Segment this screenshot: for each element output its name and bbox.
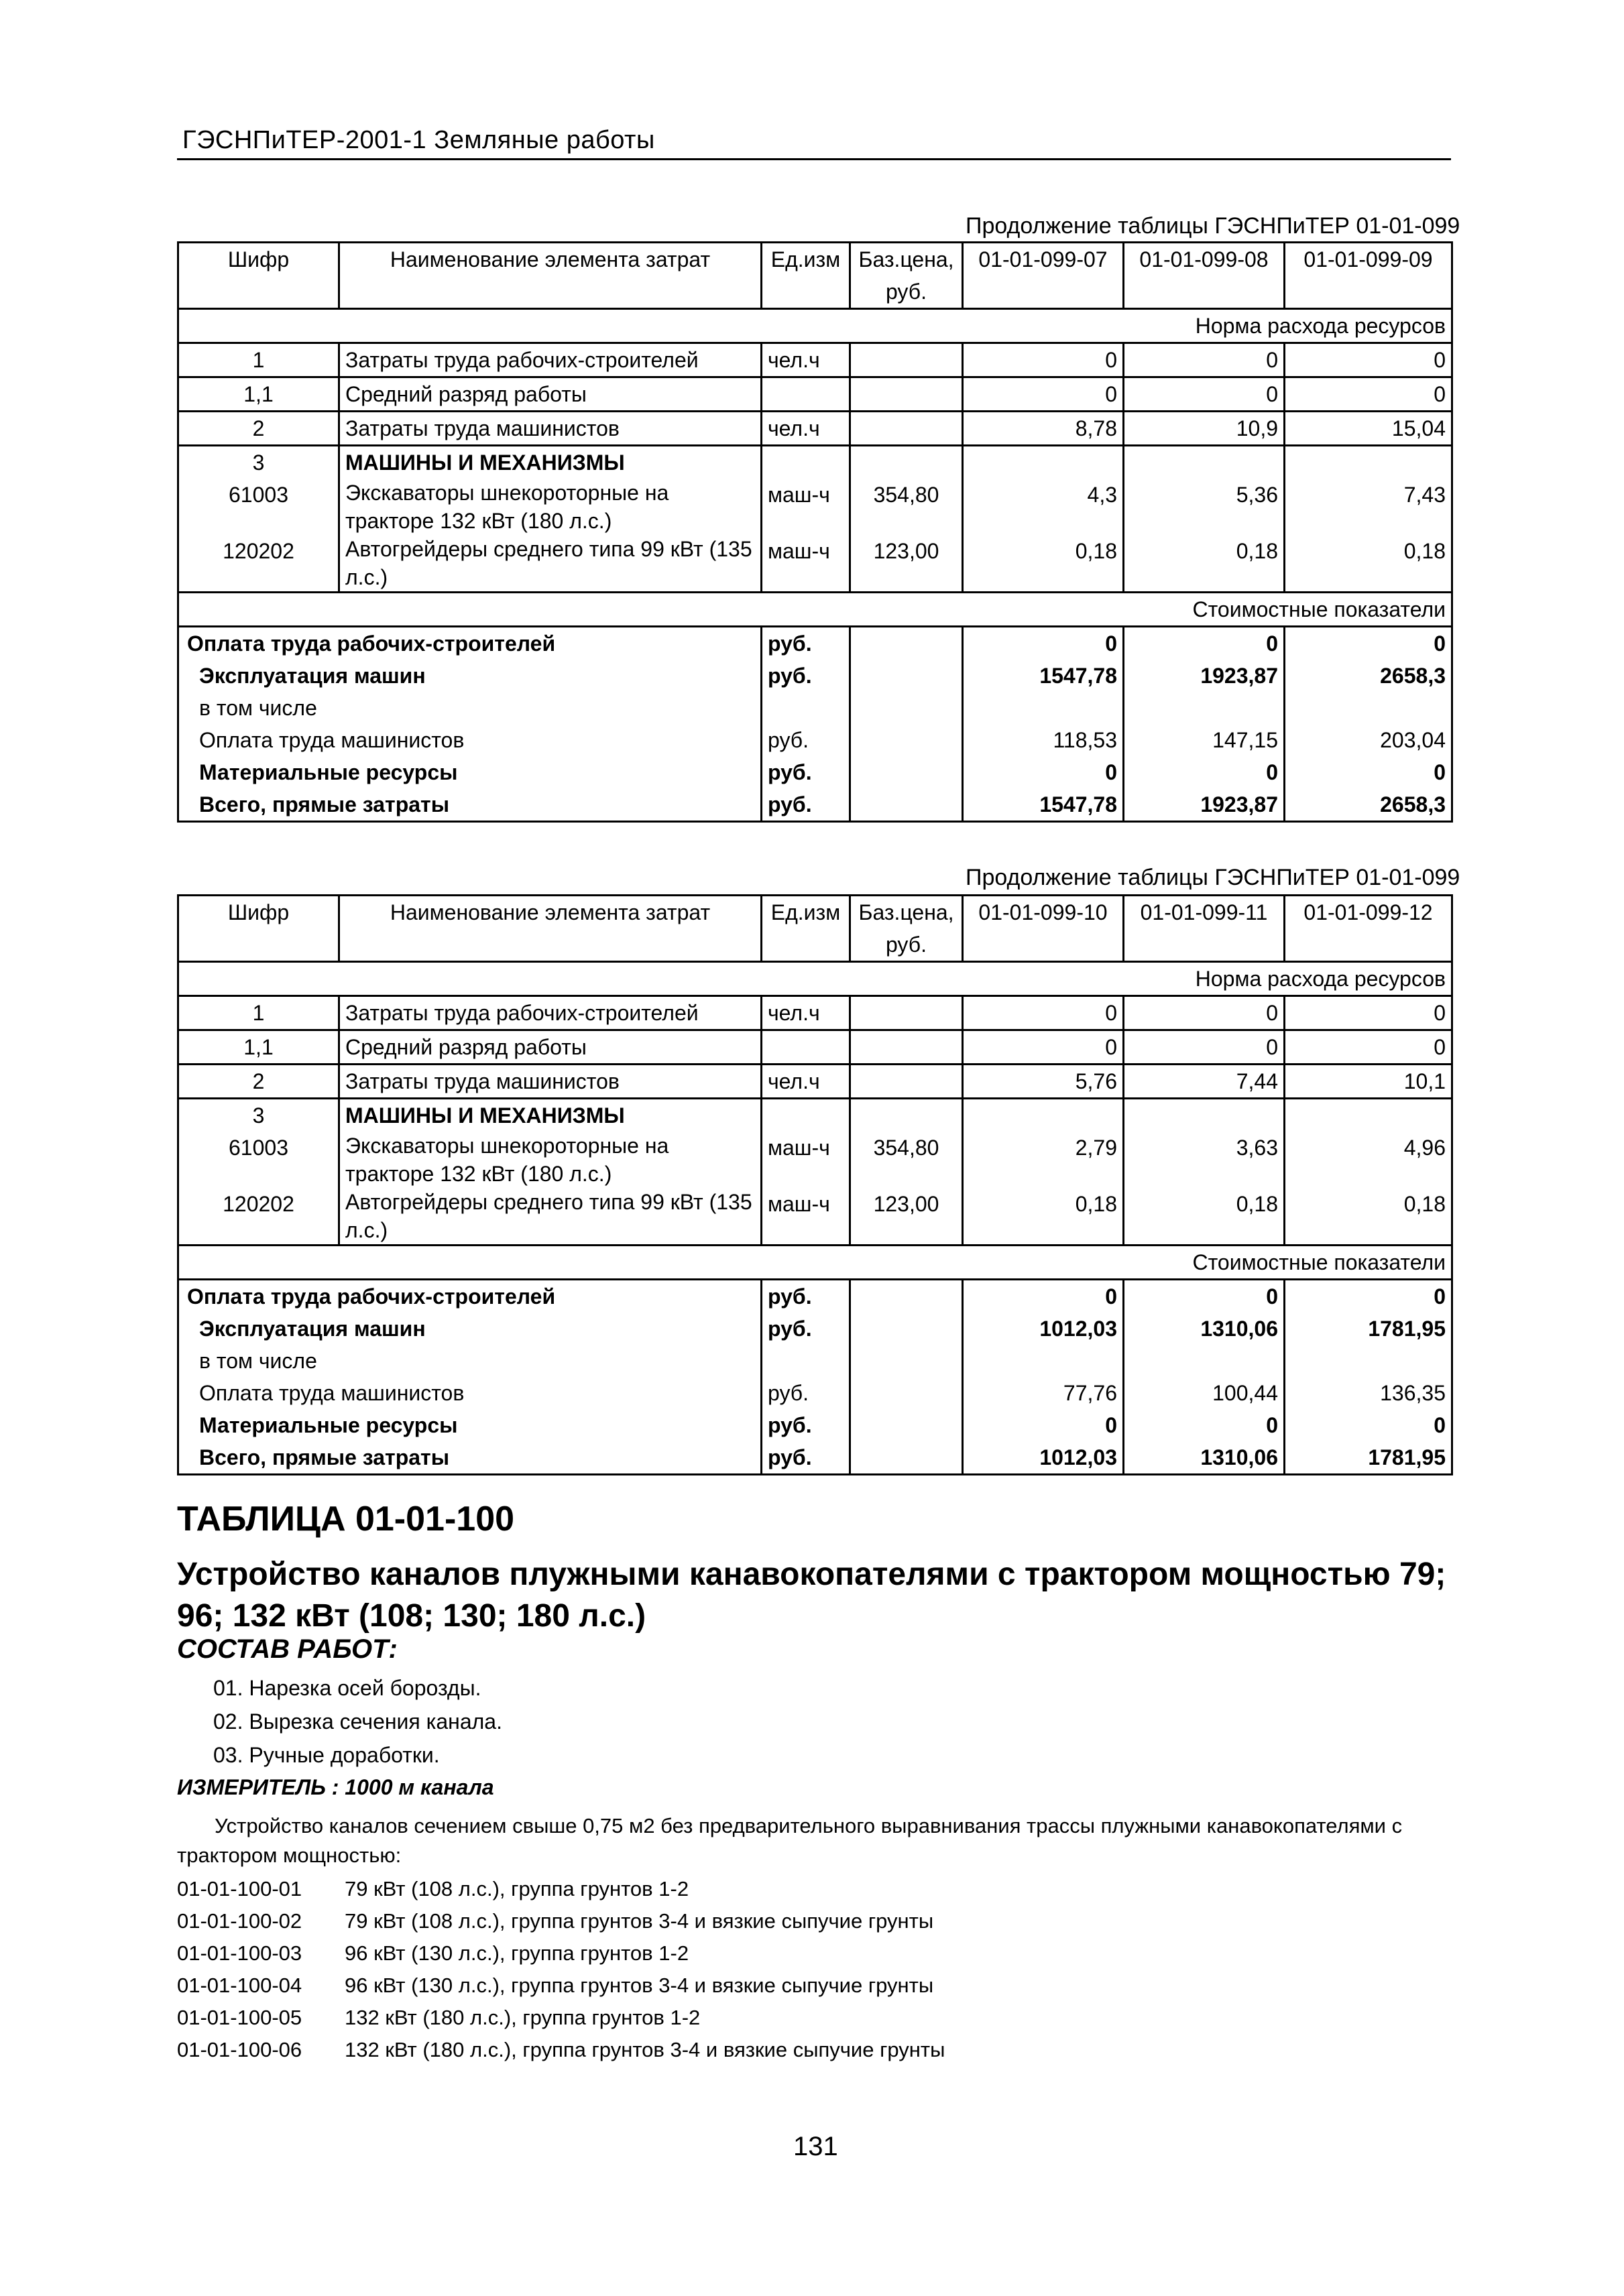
col-header-code-1: 01-01-099-10 xyxy=(963,896,1124,962)
table-row: 61003 Экскаваторы шнекороторные на тракторе 132 кВт (180 л.с.) маш-ч 354,80 2,79 3,63 4,96 xyxy=(178,1132,1452,1188)
col-header-code-2: 01-01-099-11 xyxy=(1124,896,1285,962)
list-item: 01-01-100-03 96 кВт (130 л.с.), группа грунтов 1-2 xyxy=(177,1941,689,1965)
continuation-label-1: Продолжение таблицы ГЭСНПиТЕР 01-01-099 xyxy=(966,213,1460,239)
table-row: Оплата труда рабочих-строителей руб. 0 0 0 xyxy=(178,1280,1452,1313)
header-rule xyxy=(177,158,1451,160)
table-row: Эксплуатация машин руб. 1547,78 1923,87 2658,3 xyxy=(178,660,1452,692)
table-row: Оплата труда рабочих-строителей руб. 0 0 0 xyxy=(178,627,1452,660)
col-header-code-3: 01-01-099-09 xyxy=(1303,247,1433,271)
resource-table-1 xyxy=(177,241,1453,823)
table-row: 120202 Автогрейдеры среднего типа 99 кВт (135 л.с.) маш-ч 123,00 0,18 0,18 0,18 xyxy=(178,1188,1452,1246)
col-header-code-1: 01-01-099-07 xyxy=(963,243,1124,309)
operation-item: 01. Нарезка осей борозды. xyxy=(213,1676,481,1700)
table-row: Материальные ресурсы руб. 0 0 0 xyxy=(178,756,1452,788)
col-header-code-3: 01-01-099-12 xyxy=(1303,900,1433,924)
table-row: Всего, прямые затраты руб. 1012,03 1310,06 1781,95 xyxy=(178,1441,1452,1475)
table-row: 1,1 Средний разряд работы 0 0 0 xyxy=(178,1030,1452,1065)
operation-item: 02. Вырезка сечения канала. xyxy=(213,1709,502,1734)
table-row: Оплата труда машинистов руб. 118,53 147,15 203,04 xyxy=(178,724,1452,756)
table-description: Устройство каналов сечением свыше 0,75 м2 без предварительного выравнивания трассы плужными канавокопателями с трактором мощностью: xyxy=(177,1814,1403,1867)
table-row: в том числе xyxy=(178,692,1452,724)
list-item: 01-01-100-02 79 кВт (108 л.с.), группа грунтов 3-4 и вязкие сыпучие грунты xyxy=(177,1909,934,1933)
table-row: 120202 Автогрейдеры среднего типа 99 кВт (135 л.с.) маш-ч 123,00 0,18 0,18 0,18 xyxy=(178,535,1452,593)
col-header-code: Шифр xyxy=(178,243,339,309)
table-row: 3 МАШИНЫ И МЕХАНИЗМЫ xyxy=(178,446,1452,479)
page-header: ГЭСНПиТЕР-2001-1 Земляные работы xyxy=(182,126,655,154)
table-row: 1 Затраты труда рабочих-строителей чел.ч 0 0 0 xyxy=(178,343,1452,377)
page-number: 131 xyxy=(793,2132,838,2161)
measure-unit: ИЗМЕРИТЕЛЬ : 1000 м канала xyxy=(177,1775,494,1799)
table-row: Эксплуатация машин руб. 1012,03 1310,06 1781,95 xyxy=(178,1313,1452,1345)
col-header-price: Баз.цена, руб. xyxy=(850,896,963,962)
col-header-unit: Ед.изм xyxy=(762,243,850,309)
col-header-price: Баз.цена, руб. xyxy=(850,243,963,309)
col-header-name: Наименование элемента затрат xyxy=(339,896,762,962)
section-cost-label: Стоимостные показатели xyxy=(1192,597,1446,621)
list-item: 01-01-100-04 96 кВт (130 л.с.), группа грунтов 3-4 и вязкие сыпучие грунты xyxy=(177,1974,934,1997)
section-norm-label: Норма расхода ресурсов xyxy=(1195,314,1446,338)
table-row: 61003 Экскаваторы шнекороторные на тракторе 132 кВт (180 л.с.) маш-ч 354,80 4,3 5,36 7,43 xyxy=(178,479,1452,535)
col-header-unit: Ед.изм xyxy=(762,896,850,962)
section-cost-label: Стоимостные показатели xyxy=(1192,1250,1446,1274)
operation-item: 03. Ручные доработки. xyxy=(213,1743,440,1767)
table-row: 1,1 Средний разряд работы 0 0 0 xyxy=(178,377,1452,412)
table-row: Материальные ресурсы руб. 0 0 0 xyxy=(178,1409,1452,1441)
table-row: в том числе xyxy=(178,1345,1452,1377)
list-item: 01-01-100-05 132 кВт (180 л.с.), группа грунтов 1-2 xyxy=(177,2006,701,2029)
table-row: Оплата труда машинистов руб. 77,76 100,44 136,35 xyxy=(178,1377,1452,1409)
resource-table-2 xyxy=(177,894,1453,1475)
col-header-code: Шифр xyxy=(178,896,339,962)
table-row: 1 Затраты труда рабочих-строителей чел.ч 0 0 0 xyxy=(178,996,1452,1030)
col-header-code-2: 01-01-099-08 xyxy=(1124,243,1285,309)
table-row: 2 Затраты труда машинистов чел.ч 8,78 10,9 15,04 xyxy=(178,412,1452,446)
table-row: Всего, прямые затраты руб. 1547,78 1923,87 2658,3 xyxy=(178,788,1452,822)
table-title: ТАБЛИЦА 01-01-100 xyxy=(177,1500,515,1538)
list-item: 01-01-100-01 79 кВт (108 л.с.), группа грунтов 1-2 xyxy=(177,1877,689,1900)
table-row: 3 МАШИНЫ И МЕХАНИЗМЫ xyxy=(178,1099,1452,1132)
composition-title: СОСТАВ РАБОТ: xyxy=(177,1634,398,1664)
table-subtitle: Устройство каналов плужными канавокопателями с трактором мощностью 79; 96; 132 кВт (108; 130; 180 л.с.) xyxy=(177,1557,1446,1634)
continuation-label-2: Продолжение таблицы ГЭСНПиТЕР 01-01-099 xyxy=(966,865,1460,890)
list-item: 01-01-100-06 132 кВт (180 л.с.), группа грунтов 3-4 и вязкие сыпучие грунты xyxy=(177,2038,945,2061)
section-norm-label: Норма расхода ресурсов xyxy=(1195,967,1446,991)
table-row: 2 Затраты труда машинистов чел.ч 5,76 7,44 10,1 xyxy=(178,1065,1452,1099)
col-header-name: Наименование элемента затрат xyxy=(339,243,762,309)
